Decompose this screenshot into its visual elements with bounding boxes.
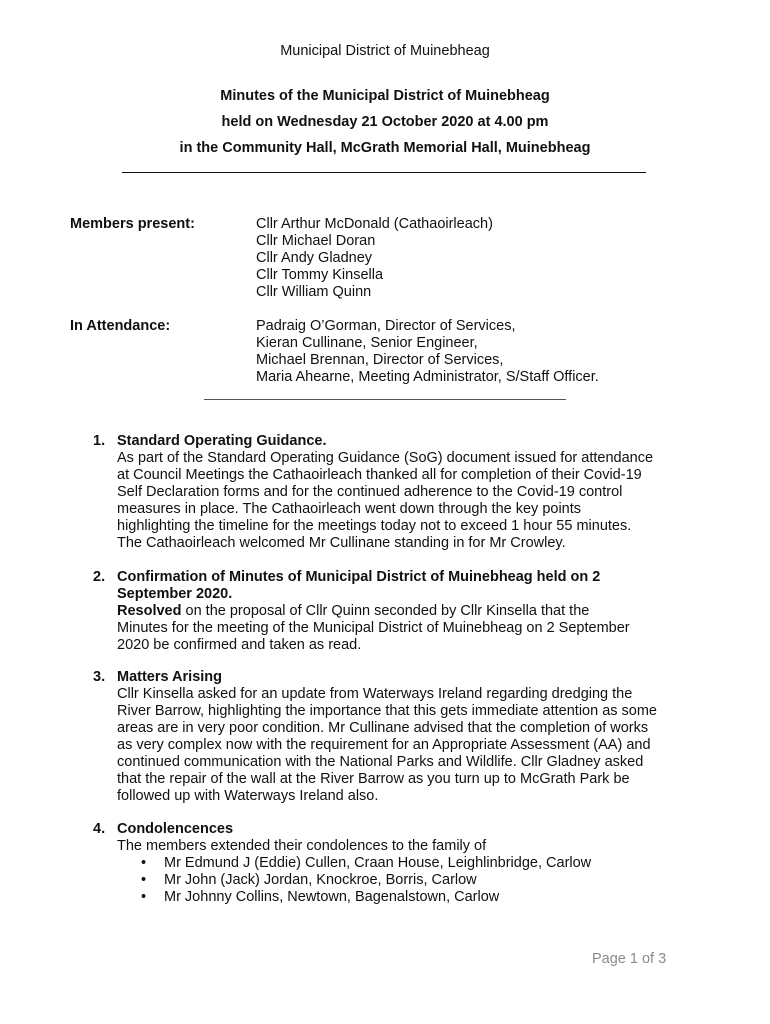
attendee-name: Padraig O’Gorman, Director of Services, xyxy=(256,318,516,334)
item-line: 2020 be confirmed and taken as read. xyxy=(117,637,362,653)
list-item: • Mr John (Jack) Jordan, Knockroe, Borris, Carlow xyxy=(139,872,713,889)
item-heading: Condolencences xyxy=(117,821,234,837)
members-label: Members present: xyxy=(70,216,195,232)
attendee-name: Michael Brennan, Director of Services, xyxy=(256,352,504,368)
attendee-name: Maria Ahearne, Meeting Administrator, S/Staff Officer. xyxy=(256,369,599,385)
item-line: continued communication with the National Parks and Wildlife. Cllr Gladney asked xyxy=(117,754,644,770)
item-number: 3. xyxy=(93,669,106,685)
item-line: Cllr Kinsella asked for an update from Waterways Ireland regarding dredging the xyxy=(117,686,633,702)
condolence-list xyxy=(117,855,713,906)
attendance-list xyxy=(256,318,599,386)
item-heading: September 2020. xyxy=(117,586,233,602)
resolved-text: on the proposal of Cllr Quinn seconded by Cllr Kinsella that the xyxy=(181,603,590,619)
title-line-1: Minutes of the Municipal District of Muinebheag xyxy=(220,88,550,104)
title-line-2: held on Wednesday 21 October 2020 at 4.00 pm xyxy=(221,114,549,130)
item-line xyxy=(117,603,713,620)
item-line: The members extended their condolences to the family of xyxy=(117,838,487,854)
page-header: Municipal District of Muinebheag xyxy=(280,43,490,59)
item-line: The Cathaoirleach welcomed Mr Cullinane standing in for Mr Crowley. xyxy=(117,535,566,551)
item-number: 1. xyxy=(93,433,106,449)
title-divider xyxy=(122,172,646,173)
page-number: Page 1 of 3 xyxy=(592,951,667,967)
resolved-word: Resolved xyxy=(117,603,182,619)
item-line: that the repair of the wall at the River Barrow as you turn up to McGrath Park be xyxy=(117,771,630,787)
item-line: as very complex now with the requirement for an Appropriate Assessment (AA) and xyxy=(117,737,651,753)
member-name: Cllr Andy Gladney xyxy=(256,250,373,266)
item-line: As part of the Standard Operating Guidance (SoG) document issued for attendance xyxy=(117,450,654,466)
item-line: Minutes for the meeting of the Municipal District of Muinebheag on 2 September xyxy=(117,620,630,636)
list-item: • Mr Johnny Collins, Newtown, Bagenalstown, Carlow xyxy=(139,889,713,906)
item-heading: Standard Operating Guidance. xyxy=(117,433,327,449)
item-number: 4. xyxy=(93,821,106,837)
item-line: at Council Meetings the Cathaoirleach thanked all for completion of their Covid-19 xyxy=(117,467,642,483)
attendance-divider xyxy=(204,399,566,400)
attendance-label: In Attendance: xyxy=(70,318,171,334)
item-line: River Barrow, highlighting the importance that this gets immediate attention as some xyxy=(117,703,657,719)
attendee-name: Kieran Cullinane, Senior Engineer, xyxy=(256,335,478,351)
member-name: Cllr Arthur McDonald (Cathaoirleach) xyxy=(256,216,493,232)
list-item: • Mr Edmund J (Eddie) Cullen, Craan House, Leighlinbridge, Carlow xyxy=(139,855,713,872)
item-number: 2. xyxy=(93,569,106,585)
item-line: highlighting the timeline for the meetings today not to exceed 1 hour 55 minutes. xyxy=(117,518,632,534)
item-line: Self Declaration forms and for the continued adherence to the Covid-19 control xyxy=(117,484,623,500)
members-list xyxy=(256,216,493,301)
member-name: Cllr William Quinn xyxy=(256,284,372,300)
item-line: measures in place. The Cathaoirleach went down through the key points xyxy=(117,501,582,517)
item-heading: Confirmation of Minutes of Municipal District of Muinebheag held on 2 xyxy=(117,569,601,585)
item-line: followed up with Waterways Ireland also. xyxy=(117,788,379,804)
item-heading: Matters Arising xyxy=(117,669,223,685)
title-line-3: in the Community Hall, McGrath Memorial Hall, Muinebheag xyxy=(179,140,591,156)
member-name: Cllr Tommy Kinsella xyxy=(256,267,384,283)
member-name: Cllr Michael Doran xyxy=(256,233,376,249)
item-line: areas are in very poor condition. Mr Cullinane advised that the completion of works xyxy=(117,720,649,736)
